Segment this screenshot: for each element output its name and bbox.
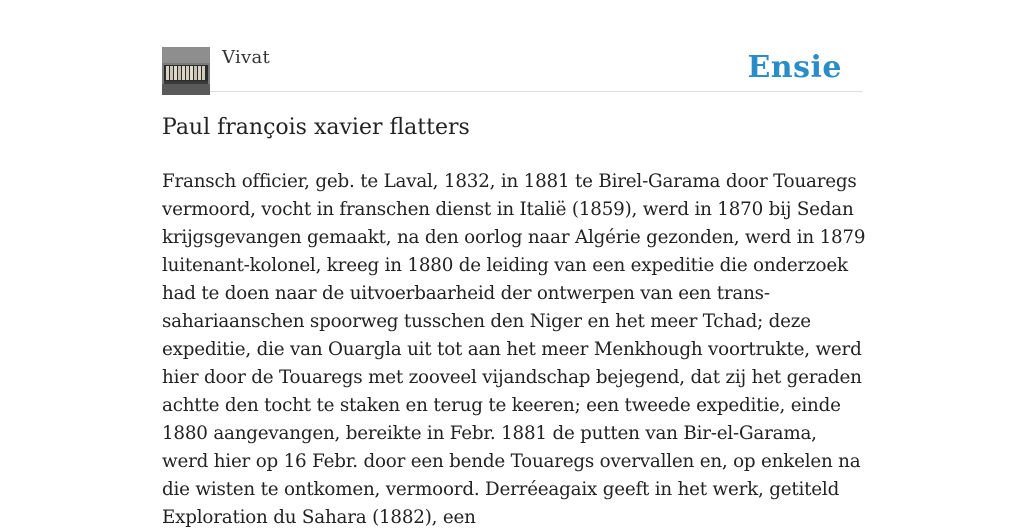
article-body: Fransch officier, geb. te Laval, 1832, in 1881 te Birel-Garama door Touaregs vermoord, vocht in franschen dienst in Italië (1859), werd in 1870 bij Sedan krijgsgevangen gemaakt, na den oorlog naar Algérie gezonden, werd in 1879 luitenant-kolonel, kreeg in 1880 de leiding van een expeditie die onderzoek had te doen naar de uitvoerbaarheid der ontwerpen van een trans-sahariaanschen spoorweg tusschen den Niger en het meer Tchad; deze expeditie, die van Ouargla uit tot aan het meer Menkhough voortrukte, werd hier door de Touaregs met zooveel vijandschap bejegend, dat zij het geraden achtte den tocht te staken en terug te keeren; een tweede expeditie, einde 1880 aangevangen, bereikte in Febr. 1881 de putten van Bir-el-Garama, werd hier op 16 Febr. door een bende Touaregs overvallen en, op enkelen na die wisten te ontkomen, vermoord. Derréeagaix geeft in het werk, getiteld Exploration du Sahara (1882), een [162, 171, 866, 528]
header [162, 44, 862, 92]
page-title: Paul françois xavier flatters [162, 115, 470, 140]
avatar[interactable] [162, 47, 210, 95]
book-spines-avatar-icon [162, 47, 210, 95]
author-name[interactable]: Vivat [222, 47, 271, 68]
brand-logo[interactable]: Ensie [747, 50, 842, 85]
